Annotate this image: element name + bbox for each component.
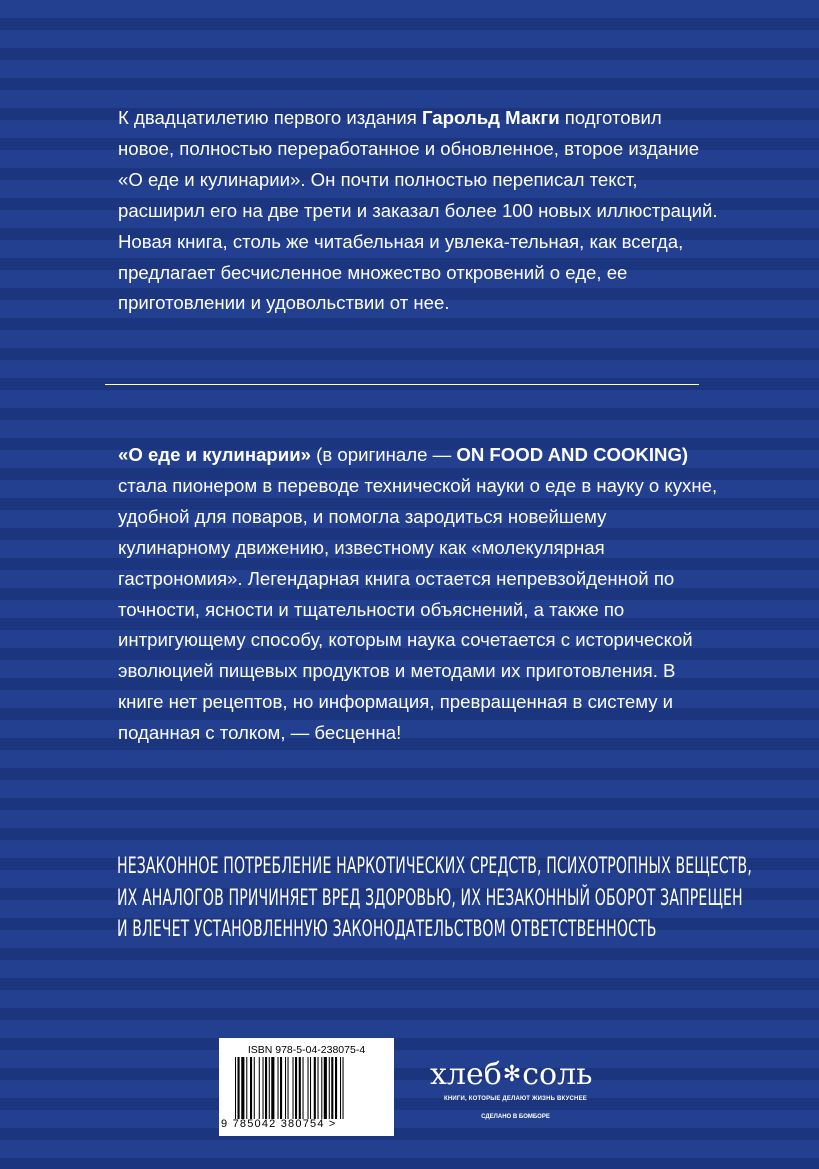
barcode-bar bbox=[259, 1057, 260, 1119]
paragraph-1-text-start: К двадцатилетию первого издания bbox=[118, 107, 422, 128]
legal-warning bbox=[117, 851, 752, 946]
warning-line: ИХ АНАЛОГОВ ПРИЧИНЯЕТ ВРЕД ЗДОРОВЬЮ, ИХ НЕЗАКОННЫЙ ОБОРОТ ЗАПРЕЩЕН bbox=[117, 885, 743, 911]
book-title: «О еде и кулинарии» bbox=[118, 444, 311, 465]
barcode-bar bbox=[246, 1057, 247, 1119]
barcode-label bbox=[219, 1038, 394, 1136]
logo-name-left: хлеб bbox=[430, 1057, 502, 1092]
barcode-digits: 9 785042 380754 > bbox=[221, 1118, 337, 1130]
barcode-bar bbox=[271, 1057, 274, 1119]
barcode-bar bbox=[241, 1057, 244, 1119]
barcode-bar bbox=[278, 1057, 279, 1119]
barcode-bar bbox=[321, 1057, 322, 1119]
paragraph-2-text-end: стала пионером в переводе технической науки о еде в науку о кухне, удобной для поваров, и помогла зародиться новейшему кулинарному движению, известному как «молекулярная гастрономия». Легендарная книга остается непревзойденной по точности, ясности и тщательности объяснений, а также по интригующему способу, которым наука сочетается с исторической эволюцией пищевых продуктов и методами их приготовления. В книге нет рецептов, но информация, превращенная в систему и поданная с толком, — бесценна! bbox=[118, 474, 718, 744]
barcode-bar bbox=[295, 1057, 297, 1119]
barcode-bar bbox=[335, 1057, 337, 1119]
warning-line: И ВЛЕЧЕТ УСТАНОВЛЕННУЮ ЗАКОНОДАТЕЛЬСТВОМ ОТВЕТСТВЕННОСТЬ bbox=[117, 917, 657, 942]
barcode-bar bbox=[235, 1057, 236, 1119]
barcode-bars bbox=[235, 1057, 381, 1119]
barcode-bar bbox=[343, 1057, 344, 1119]
barcode-bar bbox=[303, 1057, 304, 1119]
logo-name-right: соль bbox=[522, 1057, 593, 1092]
barcode-bar bbox=[314, 1057, 316, 1119]
snowflake-icon: ✻ bbox=[502, 1062, 522, 1087]
publisher-logo bbox=[430, 1057, 593, 1092]
barcode-bar bbox=[269, 1057, 270, 1119]
barcode-bar bbox=[310, 1057, 311, 1119]
barcode-bar bbox=[324, 1057, 327, 1119]
barcode-bar bbox=[340, 1057, 341, 1119]
barcode-bar bbox=[299, 1057, 301, 1119]
original-title: ON FOOD AND COOKING) bbox=[456, 444, 689, 465]
barcode-bar bbox=[331, 1057, 333, 1119]
barcode-bar bbox=[238, 1057, 240, 1119]
paragraph-1-text-end: подготовил новое, полностью переработанное и обновленное, второе издание «О еде и кулинарии». Он почти полностью переписал текст, расширил его на две трети и заказал более 100 новых иллюстраций. Новая книга, столь же читабельная и увлека-тельная, как всегда, предлагает бесчисленное множество откровений о еде, ее приготовлении и удовольствии от нее. bbox=[118, 107, 718, 314]
barcode-bar bbox=[250, 1057, 252, 1119]
barcode-bar bbox=[254, 1057, 255, 1119]
warning-line: НЕЗАКОННОЕ ПОТРЕБЛЕНИЕ НАРКОТИЧЕСКИХ СРЕДСТВ, ПСИХОТРОПНЫХ ВЕЩЕСТВ, bbox=[117, 854, 752, 879]
barcode-bar bbox=[329, 1057, 330, 1119]
barcode-bar bbox=[318, 1057, 319, 1119]
barcode-bar bbox=[265, 1057, 267, 1119]
annotation-paragraph-1 bbox=[118, 103, 718, 319]
paragraph-2-text-mid: (в оригинале — bbox=[311, 444, 457, 465]
author-name: Гарольд Макги bbox=[422, 107, 560, 128]
annotation-paragraph-2 bbox=[118, 440, 718, 749]
barcode-bar bbox=[288, 1057, 289, 1119]
barcode-bar bbox=[293, 1057, 294, 1119]
barcode-bar bbox=[308, 1057, 309, 1119]
barcode-bar bbox=[280, 1057, 282, 1119]
publisher-tagline: КНИГИ, КОТОРЫЕ ДЕЛАЮТ ЖИЗНЬ ВКУСНЕЕ bbox=[444, 1096, 587, 1102]
barcode-bar bbox=[263, 1057, 264, 1119]
publisher-imprint: СДЕЛАНО В БОМБОРЕ bbox=[481, 1114, 550, 1120]
section-divider bbox=[105, 384, 699, 385]
barcode-bar bbox=[285, 1057, 286, 1119]
isbn-number: ISBN 978-5-04-238075-4 bbox=[247, 1044, 366, 1056]
